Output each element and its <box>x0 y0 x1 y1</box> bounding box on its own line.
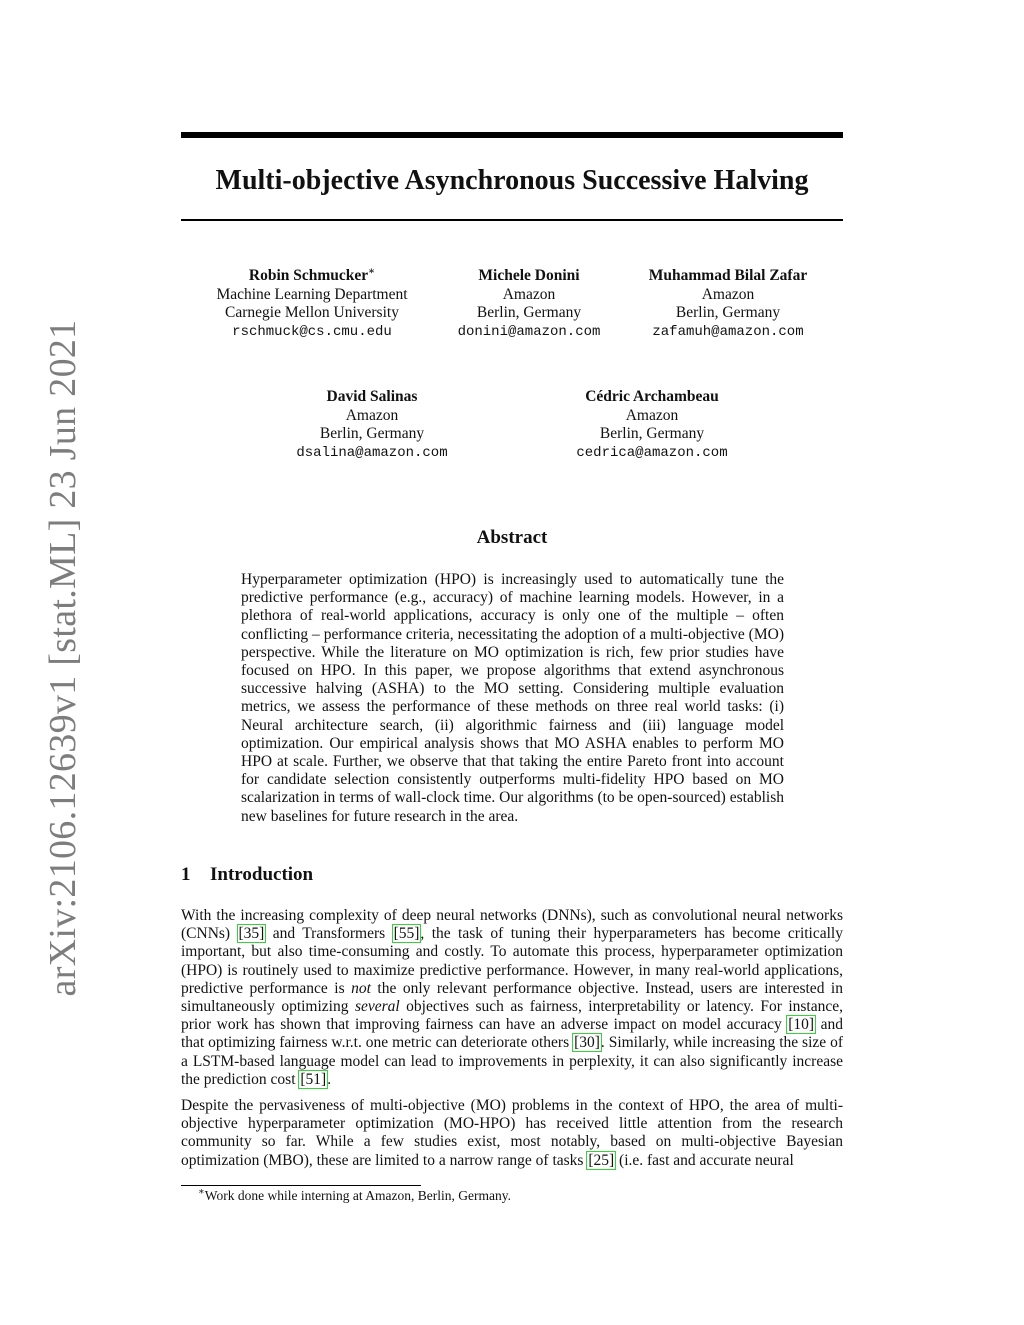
section-title: Introduction <box>210 864 314 885</box>
footnote-marker: ∗ <box>368 265 376 277</box>
footnote-text: Work done while interning at Amazon, Berlin, Germany. <box>204 1188 512 1203</box>
author-affiliation: Amazon <box>345 406 399 424</box>
author-affiliation: Machine Learning Department <box>216 285 408 303</box>
abstract-heading: Abstract <box>476 527 548 548</box>
author-block <box>567 388 737 462</box>
author-location: Berlin, Germany <box>319 425 425 442</box>
author-name: Robin Schmucker∗ <box>248 265 376 284</box>
author-affiliation: Amazon <box>502 285 556 303</box>
author-email[interactable]: zafamuh@amazon.com <box>652 323 804 340</box>
paper-title: Multi-objective Asynchronous Successive Halving <box>215 165 809 196</box>
author-email[interactable]: cedrica@amazon.com <box>576 444 728 461</box>
paragraph: Despite the pervasiveness of multi-objective (MO) problems in the context of HPO, the area of multi-objective hyperparameter optimization (MO-HPO) has received little attention from the research community so far. While a few studies exist, most notably, based on multi-objective Bayesian optimization (MBO), these are limited to a narrow range of tasks [25] (i.e. fast and accurate neural <box>181 1097 843 1169</box>
citation-link[interactable]: [30] <box>574 1034 600 1052</box>
footnote-rule <box>181 1185 421 1186</box>
author-name: Michele Donini <box>478 267 580 284</box>
author-location: Berlin, Germany <box>599 425 705 442</box>
citation-link[interactable]: [10] <box>788 1016 815 1034</box>
citation-link[interactable]: [25] <box>588 1151 615 1169</box>
author-email[interactable]: donini@amazon.com <box>457 323 601 340</box>
section-number: 1 <box>181 864 191 885</box>
abstract-text: Hyperparameter optimization (HPO) is increasingly used to automatically tune the predictive performance (e.g., accuracy) of machine learning models. However, in a plethora of real-world applications, accuracy is only one of the multiple – often conflicting – performance criteria, necessitating the adoption of a multi-objective (MO) perspective. While the literature on MO optimization is rich, few prior studies have focused on HPO. In this paper, we propose algorithms that extend asynchronous successive halving (ASHA) to the MO setting. Considering multiple evaluation metrics, we assess the performance of these methods on three real world tasks: (i) Neural architecture search, (ii) algorithmic fairness and (iii) language model optimization. Our empirical analysis shows that MO ASHA enables to perform MO HPO at scale. Further, we observe that that taking the entire Pareto front into account for candidate selection consistently outperforms multi-fidelity HPO based on MO scalarization in terms of wall-clock time. Our algorithms (to be open-sourced) establish new baselines for future research in the area. <box>241 571 784 825</box>
citation-link[interactable]: [55] <box>393 925 420 943</box>
introduction-body <box>181 907 843 1178</box>
footnote-marker: ∗ <box>198 1186 205 1198</box>
author-email[interactable]: dsalina@amazon.com <box>296 444 448 461</box>
emphasis: not <box>351 979 371 997</box>
title-bottom-rule <box>181 219 843 221</box>
author-block <box>282 388 462 462</box>
author-affiliation: Amazon <box>625 406 679 424</box>
author-location: Berlin, Germany <box>675 304 781 321</box>
section-heading <box>181 862 313 888</box>
author-affiliation: Carnegie Mellon University <box>225 304 399 321</box>
citation-link[interactable]: [35] <box>238 925 265 943</box>
author-name: Muhammad Bilal Zafar <box>648 267 808 284</box>
paragraph: With the increasing complexity of deep neural networks (DNNs), such as convolutional neural networks (CNNs) [35] and Transformers [55], the task of tuning their hyperparameters has become critically important, but also time-consuming and costly. To automate this process, hyperparameter optimization (HPO) is routinely used to maximize predictive performance. However, in many real-world applications, predictive performance is not the only relevant performance objective. Instead, users are interested in simultaneously optimizing several objectives such as fairness, interpretability or latency. For instance, prior work has shown that improving fairness can have an adverse impact on model accuracy [10] and that optimizing fairness w.r.t. one metric can deteriorate others [30]. Similarly, while increasing the size of a LSTM-based language model can lead to improvements in perplexity, it can also significantly increase the prediction cost [51]. <box>181 907 844 1088</box>
author-affiliation: Amazon <box>701 285 755 303</box>
title-top-rule <box>181 132 843 138</box>
emphasis: several <box>354 998 400 1016</box>
author-block <box>633 267 823 341</box>
author-block <box>197 267 427 341</box>
footnote <box>198 1187 511 1205</box>
author-block <box>449 267 609 341</box>
author-email[interactable]: rschmuck@cs.cmu.edu <box>232 323 392 340</box>
author-name: David Salinas <box>326 388 418 405</box>
author-location: Berlin, Germany <box>476 304 582 321</box>
citation-link[interactable]: [51] <box>300 1070 327 1088</box>
author-name: Cédric Archambeau <box>585 388 719 405</box>
arxiv-identifier: arXiv:2106.12639v1 [stat.ML] 23 Jun 2021 <box>42 319 84 997</box>
